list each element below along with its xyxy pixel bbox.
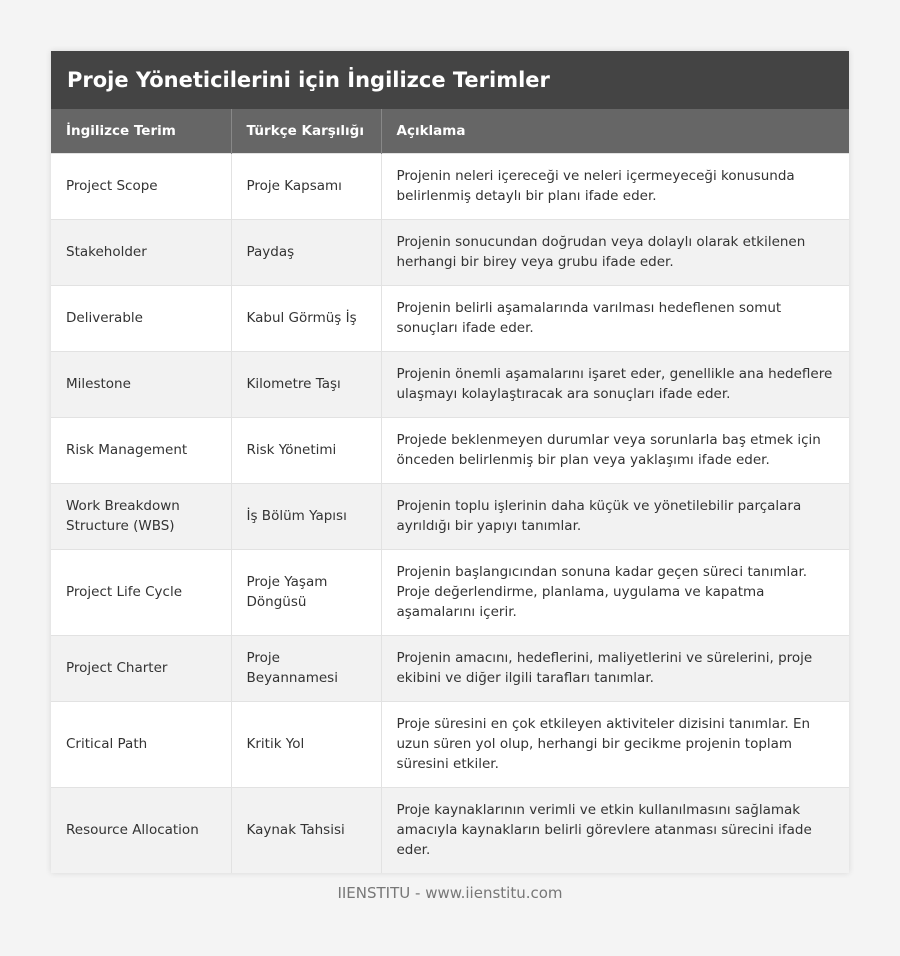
table-row (51, 153, 849, 219)
turkish-cell: Kilometre Taşı (231, 351, 381, 417)
table-header-row (51, 109, 849, 153)
terms-table (51, 109, 849, 873)
term-cell: Project Life Cycle (51, 549, 231, 635)
table-row (51, 351, 849, 417)
table-row (51, 635, 849, 701)
table-row (51, 417, 849, 483)
term-cell: Critical Path (51, 701, 231, 787)
term-cell: Resource Allocation (51, 787, 231, 873)
column-header-description: Açıklama (381, 109, 849, 153)
description-cell: Projenin neleri içereceği ve neleri içermeyeceği konusunda belirlenmiş detaylı bir planı ifade eder. (381, 153, 849, 219)
term-cell: Deliverable (51, 285, 231, 351)
turkish-cell: Risk Yönetimi (231, 417, 381, 483)
term-cell: Work Breakdown Structure (WBS) (51, 483, 231, 549)
term-cell: Milestone (51, 351, 231, 417)
terms-card (51, 51, 849, 873)
description-cell: Projenin başlangıcından sonuna kadar geçen süreci tanımlar. Proje değerlendirme, planlama, uygulama ve kapatma aşamalarını içerir. (381, 549, 849, 635)
description-cell: Projenin sonucundan doğrudan veya dolaylı olarak etkilenen herhangi bir birey veya grubu ifade eder. (381, 219, 849, 285)
page-title: Proje Yöneticilerini için İngilizce Terimler (67, 68, 550, 92)
table-row (51, 483, 849, 549)
turkish-cell: Proje Beyannamesi (231, 635, 381, 701)
footer-credit: IIENSTITU - www.iienstitu.com (337, 884, 563, 902)
turkish-cell: İş Bölüm Yapısı (231, 483, 381, 549)
table-row (51, 701, 849, 787)
description-cell: Projenin belirli aşamalarında varılması hedeflenen somut sonuçları ifade eder. (381, 285, 849, 351)
table-row (51, 219, 849, 285)
description-cell: Proje süresini en çok etkileyen aktiviteler dizisini tanımlar. En uzun süren yol olup, herhangi bir gecikme projenin toplam süresini etkiler. (381, 701, 849, 787)
description-cell: Projede beklenmeyen durumlar veya sorunlarla baş etmek için önceden belirlenmiş bir plan veya yaklaşımı ifade eder. (381, 417, 849, 483)
turkish-cell: Kabul Görmüş İş (231, 285, 381, 351)
description-cell: Projenin amacını, hedeflerini, maliyetlerini ve sürelerini, proje ekibini ve diğer ilgili tarafları tanımlar. (381, 635, 849, 701)
turkish-cell: Proje Kapsamı (231, 153, 381, 219)
term-cell: Project Charter (51, 635, 231, 701)
table-row (51, 285, 849, 351)
term-cell: Project Scope (51, 153, 231, 219)
term-cell: Stakeholder (51, 219, 231, 285)
term-cell: Risk Management (51, 417, 231, 483)
turkish-cell: Kaynak Tahsisi (231, 787, 381, 873)
table-row (51, 549, 849, 635)
description-cell: Projenin toplu işlerinin daha küçük ve yönetilebilir parçalara ayrıldığı bir yapıyı tanımlar. (381, 483, 849, 549)
column-header-term: İngilizce Terim (51, 109, 231, 153)
table-row (51, 787, 849, 873)
description-cell: Projenin önemli aşamalarını işaret eder, genellikle ana hedeflere ulaşmayı kolaylaştıracak ara sonuçları ifade eder. (381, 351, 849, 417)
turkish-cell: Paydaş (231, 219, 381, 285)
turkish-cell: Kritik Yol (231, 701, 381, 787)
turkish-cell: Proje Yaşam Döngüsü (231, 549, 381, 635)
description-cell: Proje kaynaklarının verimli ve etkin kullanılmasını sağlamak amacıyla kaynakların belirli görevlere atanması sürecini ifade eder. (381, 787, 849, 873)
title-bar (51, 51, 849, 109)
column-header-turkish: Türkçe Karşılığı (231, 109, 381, 153)
